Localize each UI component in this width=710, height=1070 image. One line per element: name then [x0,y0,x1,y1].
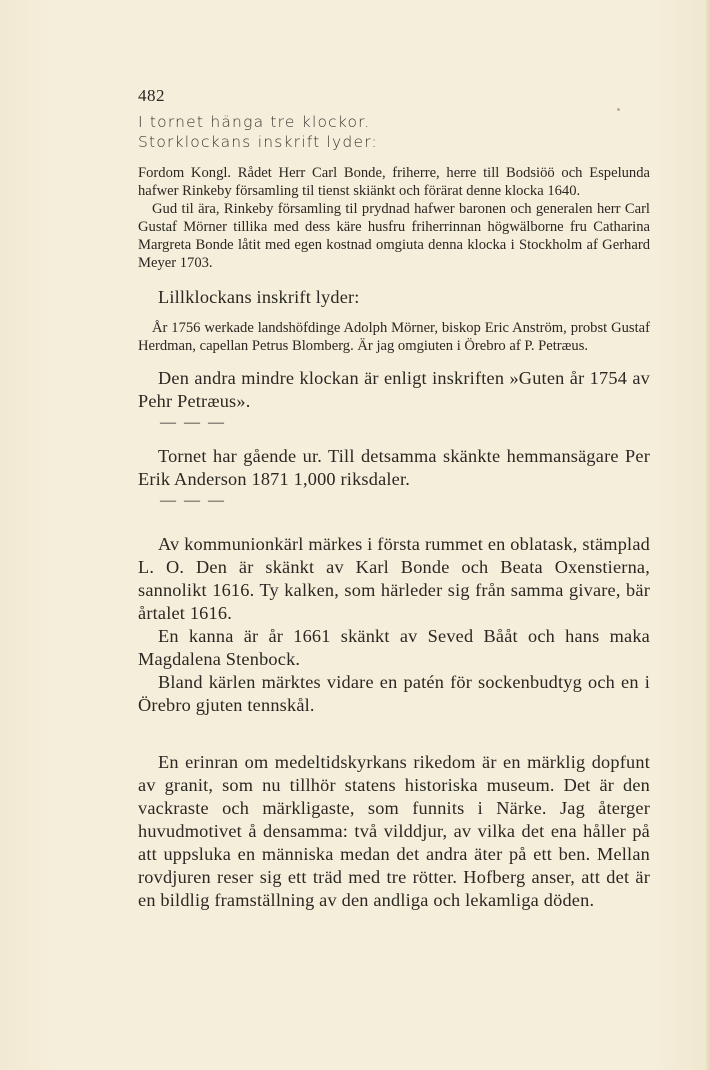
page-edge [706,0,710,1070]
storklockan-inscription-2: Gud til ära, Rinkeby församling til prydnad hafwer baronen och generalen herr Carl Gustaf Mörner tillika med dess käre husfru friherrinnan högwälborne fru Catharina Margreta Bonde låtit med egen kostnad omgiuta denna klocka i Stockholm af Gerhard Meyer 1703. [138,201,650,271]
intro-line-bells: I tornet hänga tre klockor. [138,113,371,131]
tornur-text: Tornet har gående ur. Till detsamma skänkte hemmansägare Per Erik Anderson 1871 1,000 riksdaler. [138,446,650,489]
page-number: 482 [138,86,165,105]
dopfunt-paragraph: En erinran om medeltidskyrkans rikedom är en märklig dopfunt av granit, som nu tillhör statens historiska museum. Det är den vackraste och märkligaste, som funnits i Närke. Jag återger huvudmotivet å densamma: två vilddjur, av vilka det ena håller på att uppsluka en människa medan det andra äter på ett ben. Mellan rovdjuren reser sig ett träd med tre rötter. Hofberg anser, att det är en bildlig framställning av den andliga och lekamliga döden. [138,752,650,910]
page-content [138,86,650,912]
kommunionkarl-paragraph-2: En kanna är år 1661 skänkt av Seved Bååt och hans maka Magdalena Stenbock. [138,626,650,669]
lillklockan-inscription: År 1756 werkade landshöfdinge Adolph Mörner, biskop Eric Anström, probst Gustaf Herdman, capellan Petrus Blomberg. Är jag omgiuten i Örebro af P. Petræus. [138,320,650,354]
intro-line-inscription: Storklockans inskrift lyder: [138,133,378,151]
storklockan-inscription-1: Fordom Kongl. Rådet Herr Carl Bonde, friherre, herre till Bodsiöö och Espelunda hafwer Rinkeby församling til tienst skiänkt och förärat denne klocka 1640. [138,165,650,199]
kommunionkarl-paragraph-1: Av kommunionkärl märkes i första rummet en oblatask, stämplad L. O. Den är skänkt av Karl Bonde och Beata Oxenstierna, sannolikt 1616. Ty kalken, som härleder sig från samma givare, bär årtalet 1616. [138,534,650,623]
section-separator: — — — [160,414,226,431]
tredje-klockan-text: Den andra mindre klockan är enligt inskriften »Guten år 1754 av Pehr Petræus». [138,368,650,411]
section-separator: — — — [160,492,226,509]
kommunionkarl-paragraph-3: Bland kärlen märktes vidare en patén för sockenbudtyg och en i Örebro gjuten tennskål. [138,672,650,715]
lillklockan-heading: Lillklockans inskrift lyder: [158,287,360,307]
